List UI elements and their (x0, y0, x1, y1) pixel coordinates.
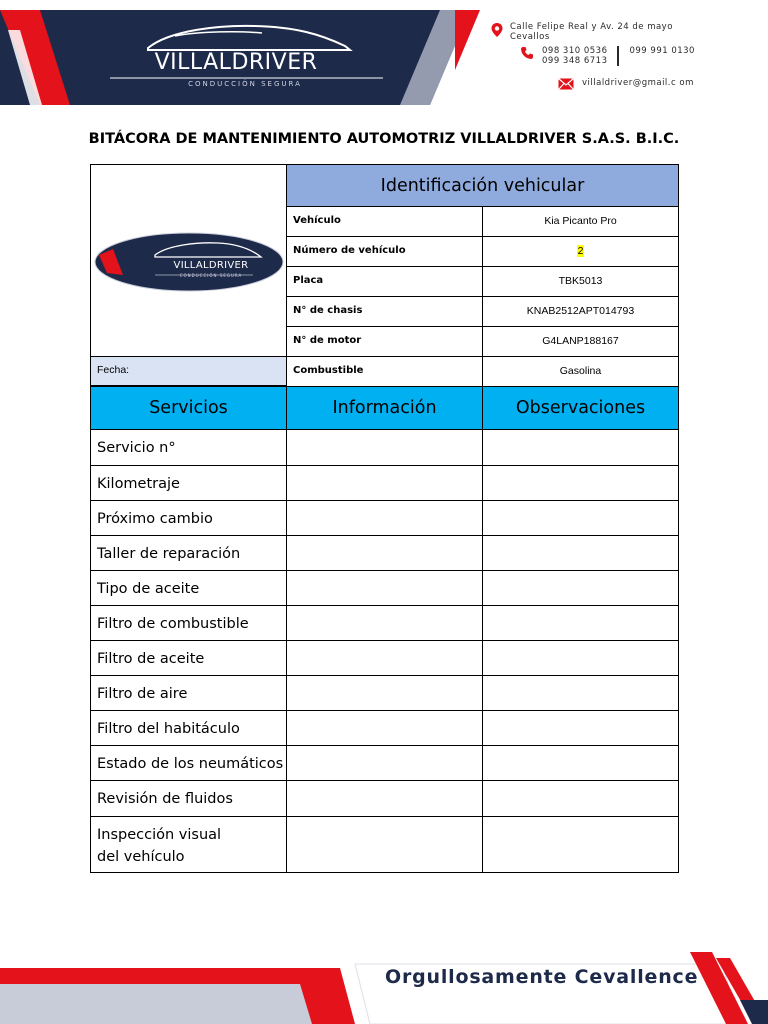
service-info-cell[interactable] (286, 745, 483, 781)
service-row (90, 429, 679, 466)
mail-icon (558, 78, 574, 90)
service-observations-cell[interactable] (482, 780, 679, 817)
service-row (90, 465, 679, 501)
service-row (90, 535, 679, 571)
vehiculo-label: Vehículo (286, 206, 483, 237)
phone-3: 099 991 0130 (629, 46, 695, 56)
contact-info (490, 14, 760, 104)
service-observations-cell[interactable] (482, 745, 679, 781)
numero-vehiculo-label: Número de vehículo (286, 236, 483, 267)
service-label: Taller de reparación (90, 535, 287, 571)
service-observations-cell[interactable] (482, 710, 679, 746)
letterhead-footer (0, 940, 768, 1024)
vehiculo-value[interactable]: Kia Picanto Pro (482, 206, 679, 237)
vehicle-identification-table (90, 164, 679, 386)
service-row (90, 570, 679, 606)
logo-brand-name: VILLALDRIVER (173, 260, 249, 271)
identification-heading: Identificación vehicular (286, 164, 679, 207)
service-row (90, 710, 679, 746)
document-title: BITÁCORA DE MANTENIMIENTO AUTOMOTRIZ VILLALDRIVER S.A.S. B.I.C. (88, 131, 680, 147)
service-observations-cell[interactable] (482, 465, 679, 501)
service-info-cell[interactable] (286, 675, 483, 711)
service-row (90, 675, 679, 711)
service-label: Servicio n° (90, 429, 287, 466)
service-observations-cell[interactable] (482, 429, 679, 466)
service-row (90, 605, 679, 641)
service-row (90, 780, 679, 817)
service-label: Tipo de aceite (90, 570, 287, 606)
phone-1: 098 310 0536 (542, 46, 608, 56)
observaciones-header: Observaciones (482, 386, 679, 430)
service-observations-cell[interactable] (482, 640, 679, 676)
phone-icon (520, 46, 534, 60)
logo-tagline: CONDUCCIÓN SEGURA (179, 273, 243, 278)
service-label: Inspección visual del vehículo (90, 816, 287, 873)
servicios-header: Servicios (90, 386, 287, 430)
service-info-cell[interactable] (286, 465, 483, 501)
service-info-cell[interactable] (286, 640, 483, 676)
motor-value[interactable]: G4LANP188167 (482, 326, 679, 357)
service-row (90, 816, 679, 873)
email-row (558, 78, 694, 90)
service-info-cell[interactable] (286, 570, 483, 606)
service-info-cell[interactable] (286, 710, 483, 746)
footer-slogan: Orgullosamente Cevallence (385, 966, 699, 988)
motor-label: N° de motor (286, 326, 483, 357)
service-observations-cell[interactable] (482, 816, 679, 873)
service-observations-cell[interactable] (482, 535, 679, 571)
combustible-value[interactable]: Gasolina (482, 356, 679, 387)
service-label: Filtro del habitáculo (90, 710, 287, 746)
service-observations-cell[interactable] (482, 500, 679, 536)
placa-value[interactable]: TBK5013 (482, 266, 679, 297)
service-row (90, 640, 679, 676)
service-label: Estado de los neumáticos (90, 745, 287, 781)
chasis-label: N° de chasis (286, 296, 483, 327)
service-info-cell[interactable] (286, 429, 483, 466)
logo-cell (90, 164, 287, 357)
service-label: Kilometraje (90, 465, 287, 501)
placa-label: Placa (286, 266, 483, 297)
informacion-header: Información (286, 386, 483, 430)
phone-2: 099 348 6713 (542, 56, 608, 66)
service-label: Filtro de aceite (90, 640, 287, 676)
location-pin-icon (490, 22, 504, 38)
fecha-cell[interactable] (90, 356, 287, 386)
service-info-cell[interactable] (286, 500, 483, 536)
service-label: Filtro de combustible (90, 605, 287, 641)
phone-divider (617, 46, 619, 66)
service-info-cell[interactable] (286, 605, 483, 641)
letterhead-header (0, 0, 768, 110)
service-label: Revisión de fluidos (90, 780, 287, 817)
service-row (90, 745, 679, 781)
combustible-label: Combustible (286, 356, 483, 387)
fecha-label: Fecha: (97, 364, 130, 376)
service-info-cell[interactable] (286, 780, 483, 817)
address-line-1: Calle Felipe Real y Av. 24 de mayo (510, 22, 673, 32)
service-row (90, 500, 679, 536)
chasis-value[interactable]: KNAB2512APT014793 (482, 296, 679, 327)
email: villaldriver@gmail.c om (582, 78, 694, 88)
address-row (490, 22, 673, 42)
brand-logo (110, 22, 380, 92)
service-observations-cell[interactable] (482, 570, 679, 606)
numero-vehiculo-value: 2 (577, 245, 584, 257)
brand-name: VILLALDRIVER (154, 50, 318, 75)
service-observations-cell[interactable] (482, 605, 679, 641)
phones-row (520, 46, 695, 66)
brand-tagline: CONDUCCIÓN SEGURA (188, 80, 302, 88)
service-label: Filtro de aire (90, 675, 287, 711)
service-info-cell[interactable] (286, 816, 483, 873)
service-label: Próximo cambio (90, 500, 287, 536)
address-line-2: Cevallos (510, 32, 550, 42)
service-observations-cell[interactable] (482, 675, 679, 711)
numero-vehiculo-value-cell[interactable] (482, 236, 679, 267)
service-info-cell[interactable] (286, 535, 483, 571)
